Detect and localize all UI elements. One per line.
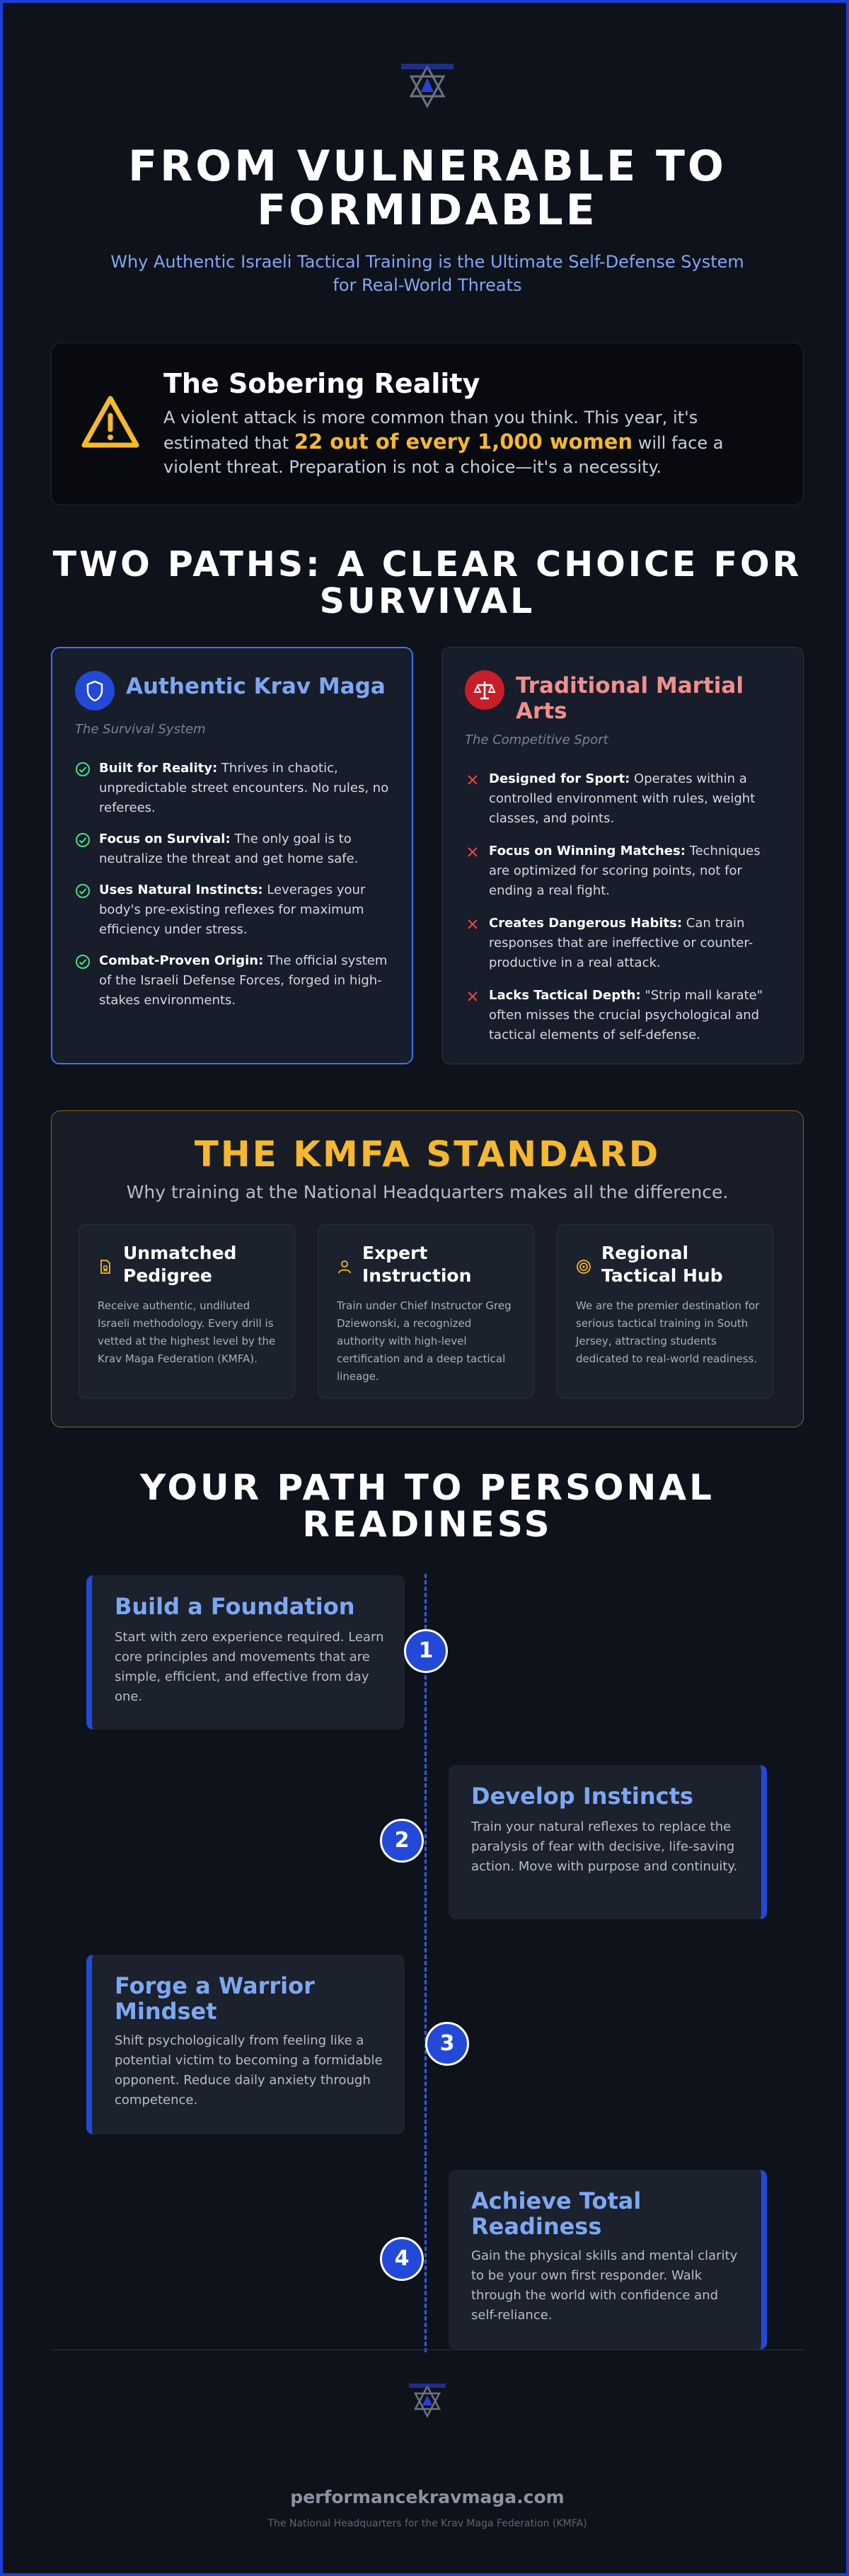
sobering-reality-panel: [51, 343, 804, 505]
item-bold: Built for Reality:: [99, 761, 218, 776]
item-text: Can train responses that are ineffective or counter-productive in a real attack.: [489, 916, 753, 970]
step-number-3: 3: [425, 2022, 469, 2066]
feature-text: Train under Chief Instructor Greg Dziewonski, a recognized authority with high-level certification and a deep tactical lineage.: [337, 1299, 512, 1383]
feature-title-line2: Pedigree: [123, 1265, 212, 1286]
step-text: Start with zero experience required. Learn core principles and movements that are simple, efficient, and effective from day one.: [115, 1630, 384, 1704]
item-bold: Designed for Sport:: [489, 771, 630, 786]
step-title: [115, 1973, 391, 2024]
step-number-2: 2: [380, 1819, 424, 1863]
check-circle-icon: [75, 883, 91, 899]
path-title-line2: READINESS: [302, 1504, 553, 1545]
reality-text: [163, 406, 772, 479]
step-card-3: [86, 1955, 405, 2134]
scales-icon: [465, 670, 504, 710]
item-text: Operates within a controlled environment with rules, weight classes, and points.: [489, 771, 756, 826]
traditional-martial-arts-card: [441, 647, 804, 1064]
target-icon: [576, 1259, 591, 1275]
list-item: [75, 880, 393, 940]
instructor-icon: [337, 1259, 352, 1275]
check-circle-icon: [75, 761, 91, 777]
step-title: [115, 1594, 391, 1619]
step-title-line1: Achieve Total: [471, 2187, 642, 2214]
feature-text: Receive authentic, undiluted Israeli methodology. Every drill is vetted at the highest level by the Krav Maga Federation (KMFA).: [98, 1299, 276, 1365]
krav-card-title: Authentic Krav Maga: [126, 674, 386, 699]
step-title-line1: Develop Instincts: [471, 1783, 693, 1810]
item-text: Techniques are optimized for scoring points, not for ending a real fight.: [489, 844, 761, 898]
subtitle: [102, 251, 753, 297]
list-item: [465, 769, 783, 829]
feature-title-line2: Tactical Hub: [601, 1265, 723, 1286]
reality-highlight: 22 out of every 1,000 women: [294, 430, 633, 454]
list-item: [75, 829, 393, 869]
item-text: Leverages your body's pre-existing reflexes for maximum efficiency under stress.: [99, 882, 366, 937]
reality-text-after: will face a violent threat. Preparation is not a choice—it's a necessity.: [163, 433, 724, 477]
trad-card-title-line1: Traditional Martial: [516, 673, 744, 698]
feature-card-tactical-hub: [557, 1224, 773, 1398]
feature-title-line1: Regional: [601, 1243, 689, 1263]
feature-title-line2: Instruction: [362, 1265, 472, 1286]
step-title-line2: Mindset: [115, 1998, 217, 2025]
step-number-4: 4: [380, 2237, 424, 2281]
krav-benefits-list: [75, 759, 393, 1022]
main-title: [74, 142, 781, 235]
step-card-2: [449, 1765, 767, 1919]
feature-title: [123, 1242, 286, 1287]
feature-title-line1: Unmatched: [123, 1243, 237, 1263]
main-title-line1: FROM VULNERABLE TO: [128, 142, 727, 191]
item-bold: Focus on Survival:: [99, 832, 231, 846]
kmfa-logo: [395, 59, 459, 110]
step-title: [471, 2188, 747, 2239]
reality-title: The Sobering Reality: [163, 368, 480, 399]
step-title-line1: Forge a Warrior: [115, 1972, 315, 1999]
subtitle-line1: Why Authentic Israeli Tactical Training is the Ultimate Self-Defense System: [110, 252, 744, 272]
krav-card-tagline: The Survival System: [75, 722, 206, 737]
feature-text: We are the premier destination for serious tactical training in South Jersey, attracting students dedicated to real-world readiness.: [576, 1299, 760, 1365]
trad-drawbacks-list: [465, 769, 783, 1058]
item-bold: Focus on Winning Matches:: [489, 844, 686, 858]
trad-card-tagline: The Competitive Sport: [465, 732, 608, 747]
subtitle-line2: for Real-World Threats: [333, 275, 522, 295]
x-icon: [465, 844, 480, 860]
kmfa-subtitle: Why training at the National Headquarters makes all the difference.: [126, 1182, 729, 1202]
step-title-line2: Readiness: [471, 2213, 602, 2240]
trad-card-title: [516, 673, 792, 724]
trad-card-title-line2: Arts: [516, 698, 567, 724]
step-card-1: [86, 1575, 405, 1730]
warning-icon: [80, 394, 141, 451]
list-item: [465, 986, 783, 1045]
list-item: [75, 951, 393, 1011]
two-paths-title-line2: SURVIVAL: [319, 581, 536, 621]
item-text: "Strip mall karate" often misses the crucial psychological and tactical elements of self-defense.: [489, 988, 763, 1042]
main-title-line2: FORMIDABLE: [257, 185, 598, 235]
item-text: Thrives in chaotic, unpredictable street encounters. No rules, no referees.: [99, 761, 389, 815]
x-icon: [465, 772, 480, 788]
check-circle-icon: [75, 832, 91, 848]
feature-title-line1: Expert: [362, 1243, 428, 1263]
check-circle-icon: [75, 954, 91, 970]
path-title: [74, 1469, 781, 1543]
step-title-line1: Build a Foundation: [115, 1593, 355, 1620]
reality-text-before: A violent attack is more common than you think. This year, it's estimated that: [163, 408, 698, 453]
step-number-1: 1: [404, 1629, 448, 1673]
step-card-4: [449, 2170, 767, 2350]
website-link[interactable]: performancekravmaga.com: [290, 2487, 565, 2507]
krav-maga-card: [51, 647, 413, 1064]
certificate-icon: [98, 1259, 113, 1275]
x-icon: [465, 989, 480, 1004]
feature-card-instruction: [318, 1224, 534, 1398]
item-bold: Uses Natural Instincts:: [99, 882, 263, 897]
kmfa-logo: [405, 2382, 450, 2419]
timeline-line: [424, 1574, 427, 2352]
step-text: Shift psychologically from feeling like a potential victim to becoming a formidable opponent. Reduce daily anxiety through competence.: [115, 2033, 383, 2108]
path-title-line1: YOUR PATH TO PERSONAL: [140, 1467, 715, 1508]
shield-icon: [75, 671, 115, 711]
feature-title: [362, 1242, 525, 1287]
step-text: Gain the physical skills and mental clarity to be your own first responder. Walk through the world with confidence and self-reliance.: [471, 2248, 738, 2323]
list-item: [75, 759, 393, 818]
feature-card-pedigree: [79, 1224, 295, 1398]
two-paths-title: [45, 546, 809, 620]
footer-org-text: The National Headquarters for the Krav Maga Federation (KMFA): [267, 2518, 587, 2529]
list-item: [465, 914, 783, 973]
kmfa-title: THE KMFA STANDARD: [194, 1134, 661, 1175]
list-item: [465, 841, 783, 901]
item-bold: Creates Dangerous Habits:: [489, 916, 683, 931]
x-icon: [465, 916, 480, 932]
step-title: [471, 1783, 747, 1809]
item-bold: Lacks Tactical Depth:: [489, 988, 641, 1003]
item-text: The official system of the Israeli Defense Forces, forged in high-stakes environments.: [99, 953, 388, 1008]
feature-title: [601, 1242, 764, 1287]
step-text: Train your natural reflexes to replace the paralysis of fear with decisive, life-saving action. Move with purpose and continuity.: [471, 1819, 738, 1874]
two-paths-title-line1: TWO PATHS: A CLEAR CHOICE FOR: [52, 544, 802, 585]
kmfa-standard-panel: [51, 1110, 804, 1427]
item-text: The only goal is to neutralize the threat and get home safe.: [99, 832, 359, 866]
item-bold: Combat-Proven Origin:: [99, 953, 264, 968]
